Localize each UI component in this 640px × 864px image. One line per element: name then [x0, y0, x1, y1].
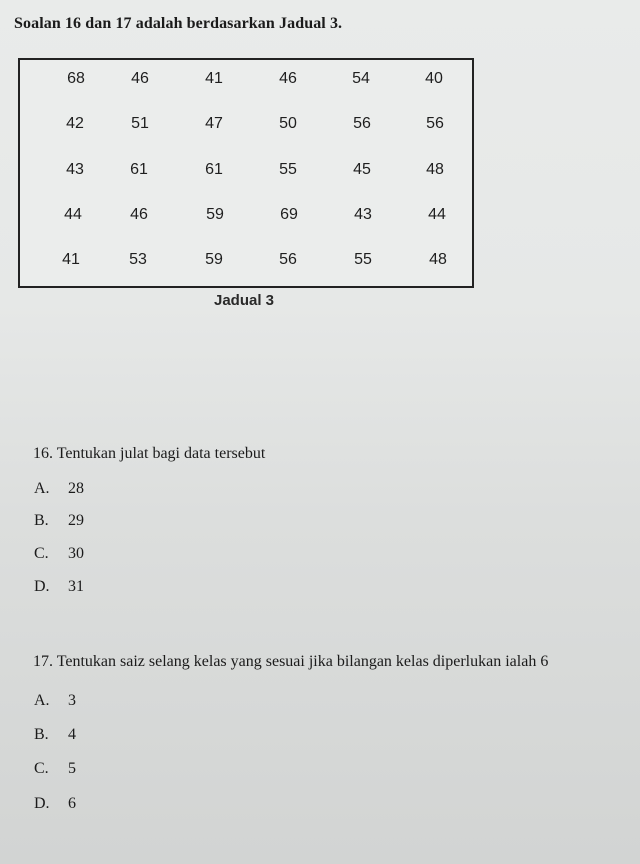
- data-table: [18, 58, 474, 288]
- table-cell: 56: [353, 115, 371, 132]
- table-cell: 46: [279, 70, 297, 87]
- option-letter: D.: [34, 795, 50, 812]
- table-cell: 55: [279, 161, 297, 178]
- option-letter: B.: [34, 726, 49, 743]
- option-letter: A.: [34, 480, 50, 497]
- section-heading: Soalan 16 dan 17 adalah berdasarkan Jadual 3.: [14, 15, 343, 32]
- option-value: 28: [68, 480, 84, 497]
- option-value: 4: [68, 726, 76, 743]
- table-cell: 56: [426, 115, 444, 132]
- question-17-option-c[interactable]: [34, 760, 76, 778]
- table-row: [20, 114, 472, 134]
- option-value: 29: [68, 512, 84, 529]
- table-cell: 41: [205, 70, 223, 87]
- question-16-text: 16. Tentukan julat bagi data tersebut: [33, 445, 266, 462]
- table-cell: 45: [353, 161, 371, 178]
- table-cell: 50: [279, 115, 297, 132]
- table-cell: 61: [130, 161, 148, 178]
- table-cell: 46: [130, 206, 148, 223]
- table-cell: 43: [66, 161, 84, 178]
- table-row: [20, 69, 472, 89]
- table-cell: 59: [205, 251, 223, 268]
- question-16-option-c[interactable]: [34, 545, 84, 563]
- table-row: [20, 205, 472, 225]
- table-cell: 55: [354, 251, 372, 268]
- table-cell: 41: [62, 251, 80, 268]
- table-cell: 47: [205, 115, 223, 132]
- table-cell: 44: [64, 206, 82, 223]
- option-letter: C.: [34, 545, 49, 562]
- table-cell: 53: [129, 251, 147, 268]
- table-cell: 43: [354, 206, 372, 223]
- option-value: 30: [68, 545, 84, 562]
- question-17-option-d[interactable]: [34, 795, 76, 813]
- option-value: 3: [68, 692, 76, 709]
- table-cell: 59: [206, 206, 224, 223]
- table-cell: 56: [279, 251, 297, 268]
- option-value: 6: [68, 795, 76, 812]
- question-17-text: 17. Tentukan saiz selang kelas yang sesuai jika bilangan kelas diperlukan ialah 6: [33, 653, 549, 670]
- question-16-option-a[interactable]: [34, 480, 84, 498]
- option-letter: C.: [34, 760, 49, 777]
- table-cell: 40: [425, 70, 443, 87]
- table-cell: 48: [429, 251, 447, 268]
- option-value: 5: [68, 760, 76, 777]
- table-cell: 48: [426, 161, 444, 178]
- question-16-option-d[interactable]: [34, 578, 84, 596]
- option-value: 31: [68, 578, 84, 595]
- question-17-option-b[interactable]: [34, 726, 76, 744]
- table-cell: 51: [131, 115, 149, 132]
- table-cell: 54: [352, 70, 370, 87]
- table-caption: Jadual 3: [214, 292, 275, 309]
- table-cell: 44: [428, 206, 446, 223]
- table-row: [20, 160, 472, 180]
- table-cell: 42: [66, 115, 84, 132]
- option-letter: D.: [34, 578, 50, 595]
- table-cell: 68: [67, 70, 85, 87]
- table-cell: 46: [131, 70, 149, 87]
- table-row: [20, 250, 472, 270]
- table-cell: 61: [205, 161, 223, 178]
- option-letter: B.: [34, 512, 49, 529]
- question-16-option-b[interactable]: [34, 512, 84, 530]
- option-letter: A.: [34, 692, 50, 709]
- question-17-option-a[interactable]: [34, 692, 76, 710]
- table-cell: 69: [280, 206, 298, 223]
